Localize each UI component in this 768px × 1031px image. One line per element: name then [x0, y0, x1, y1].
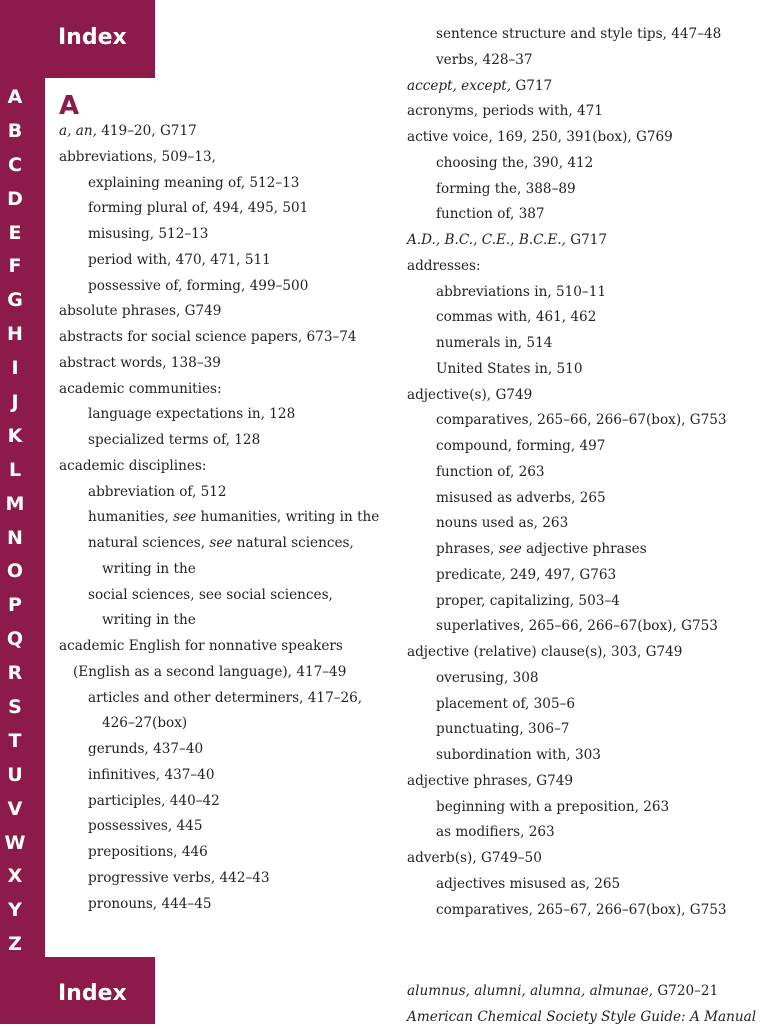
alphabet-letter-f[interactable]: F — [8, 255, 22, 278]
alphabet-letter-x[interactable]: X — [7, 865, 23, 888]
index-entry — [59, 480, 394, 506]
alphabet-letter-m[interactable]: M — [5, 492, 25, 515]
alphabet-letter-j[interactable]: J — [11, 391, 19, 414]
index-entry — [59, 196, 394, 222]
index-entry — [59, 763, 394, 789]
alphabet-letter-b[interactable]: B — [7, 119, 23, 142]
index-text: forming plural of, 494, 495, 501 — [88, 200, 309, 217]
see-reference: see — [173, 509, 197, 526]
index-entry — [59, 660, 394, 686]
index-entry — [407, 408, 752, 434]
index-entry — [59, 351, 394, 377]
index-text: 419–20, G717 — [96, 123, 197, 139]
index-entry — [407, 563, 752, 589]
index-entry — [59, 299, 394, 325]
index-text: abbreviations, 509–13, — [59, 148, 216, 165]
index-text: specialized terms of, 128 — [88, 432, 261, 448]
index-entry — [59, 145, 394, 171]
index-column-bottom — [407, 979, 757, 1031]
index-text: adjective phrases, G749 — [407, 772, 574, 789]
index-entry — [407, 22, 752, 48]
index-text: adjective phrases — [521, 541, 647, 557]
index-entry — [59, 428, 394, 454]
index-term: American Chemical Society Style Guide: A Manual — [407, 1008, 757, 1025]
index-entry — [59, 505, 394, 531]
index-entry — [407, 666, 752, 692]
alphabet-letter-y[interactable]: Y — [8, 899, 22, 922]
index-entry — [407, 383, 752, 409]
index-text: gerunds, 437–40 — [88, 741, 204, 757]
index-entry — [59, 119, 394, 145]
see-reference: see — [498, 541, 522, 557]
index-entry — [407, 846, 752, 872]
index-text: choosing the, 390, 412 — [436, 154, 594, 171]
index-entry — [59, 171, 394, 197]
alphabet-letter-v[interactable]: V — [7, 797, 23, 820]
index-text: infinitives, 437–40 — [88, 766, 215, 783]
alphabet-letter-t[interactable]: T — [8, 729, 22, 752]
index-entry — [407, 820, 752, 846]
index-entry — [407, 280, 752, 306]
index-entry — [407, 151, 752, 177]
index-text: function of, 263 — [436, 463, 545, 480]
index-entry — [407, 511, 752, 537]
alphabet-letter-r[interactable]: R — [7, 662, 23, 685]
index-entry — [59, 737, 394, 763]
index-entry — [407, 202, 752, 228]
index-entry — [59, 866, 394, 892]
index-text: abbreviation of, 512 — [88, 483, 227, 500]
index-entry — [407, 589, 752, 615]
index-entry — [59, 711, 394, 737]
index-entry — [407, 898, 752, 924]
index-entry — [407, 614, 752, 640]
index-text: 426–27(box) — [102, 715, 188, 732]
index-text: writing in the — [102, 612, 196, 629]
index-entry — [407, 872, 752, 898]
index-entry — [59, 814, 394, 840]
index-entry — [407, 125, 752, 151]
alphabet-letter-e[interactable]: E — [8, 221, 22, 244]
index-text: active voice, 169, 250, 391(box), G769 — [407, 129, 673, 145]
index-text: progressive verbs, 442–43 — [88, 869, 270, 886]
index-entry — [407, 74, 752, 100]
index-entry — [59, 583, 394, 609]
index-text: (English as a second language), 417–49 — [73, 663, 347, 680]
index-term: a, an, — [59, 123, 97, 139]
index-entry — [407, 769, 752, 795]
index-entry — [59, 634, 394, 660]
index-text: abstract words, 138–39 — [59, 354, 221, 371]
index-entry — [407, 48, 752, 74]
alphabet-letter-z[interactable]: Z — [8, 933, 22, 956]
index-text: as modifiers, 263 — [436, 824, 555, 841]
index-text: misused as adverbs, 265 — [436, 489, 606, 506]
alphabet-letter-h[interactable]: H — [7, 323, 23, 346]
index-text: social sciences, see social sciences, — [88, 586, 333, 603]
index-text: absolute phrases, G749 — [59, 303, 222, 320]
index-text: language expectations in, 128 — [88, 406, 296, 423]
alphabet-letter-u[interactable]: U — [7, 763, 23, 786]
index-entry — [59, 402, 394, 428]
index-text: United States in, 510 — [436, 360, 583, 377]
index-text: possessive of, forming, 499–500 — [88, 277, 309, 294]
index-text: addresses: — [407, 257, 481, 274]
index-entry — [407, 305, 752, 331]
index-text: adjective(s), G749 — [407, 386, 533, 403]
alphabet-letter-k[interactable]: K — [7, 424, 23, 447]
index-entry — [407, 460, 752, 486]
index-entry — [407, 177, 752, 203]
index-text: G717 — [565, 232, 608, 248]
index-text: punctuating, 306–7 — [436, 721, 570, 738]
alphabet-letter-q[interactable]: Q — [6, 628, 24, 651]
index-entry — [407, 537, 752, 563]
index-text: beginning with a preposition, 263 — [436, 798, 670, 815]
index-entry — [59, 531, 394, 557]
index-entry — [407, 99, 752, 125]
index-entry — [407, 357, 752, 383]
index-text: natural sciences, — [88, 535, 210, 551]
index-text: numerals in, 514 — [436, 335, 553, 351]
index-header-title: Index — [58, 25, 127, 50]
index-text: predicate, 249, 497, G763 — [436, 566, 617, 583]
index-text: academic communities: — [59, 380, 222, 397]
index-text: humanities, writing in the — [196, 509, 380, 526]
index-term: alumnus, alumni, alumna, almunae, — [407, 983, 653, 999]
index-entry — [59, 274, 394, 300]
index-text: possessives, 445 — [88, 818, 203, 835]
alphabet-letter-s[interactable]: S — [8, 696, 22, 719]
alphabet-letter-w[interactable]: W — [4, 831, 26, 854]
index-text: superlatives, 265–66, 266–67(box), G753 — [436, 618, 718, 635]
index-text: acronyms, periods with, 471 — [407, 103, 603, 120]
index-text: verbs, 428–37 — [436, 51, 533, 68]
index-text: overusing, 308 — [436, 669, 539, 686]
index-entry — [59, 608, 394, 634]
index-text: abbreviations in, 510–11 — [436, 283, 607, 300]
index-text: writing in the — [102, 560, 196, 577]
index-entry — [59, 892, 394, 918]
index-entry — [407, 228, 752, 254]
index-entry — [407, 434, 752, 460]
index-entry — [59, 377, 394, 403]
alphabet-letter-g[interactable]: G — [7, 289, 23, 312]
index-text: humanities, — [88, 509, 174, 526]
index-entry — [407, 254, 752, 280]
index-term: accept, except, — [407, 77, 512, 94]
index-text: phrases, — [436, 541, 499, 557]
index-text: G717 — [511, 77, 553, 94]
index-entry — [59, 840, 394, 866]
alphabet-letter-o[interactable]: O — [6, 560, 24, 583]
index-entry — [59, 325, 394, 351]
index-text: sentence structure and style tips, 447–48 — [436, 26, 722, 42]
index-entry — [407, 717, 752, 743]
index-text: nouns used as, 263 — [436, 515, 569, 532]
index-entry — [407, 795, 752, 821]
index-text: comparatives, 265–66, 266–67(box), G753 — [436, 412, 727, 429]
index-footer-title: Index — [58, 981, 127, 1006]
index-text: G720–21 — [653, 983, 719, 999]
index-text: participles, 440–42 — [88, 792, 220, 809]
index-text: articles and other determiners, 417–26, — [88, 689, 363, 706]
index-text: adjective (relative) clause(s), 303, G749 — [407, 644, 683, 660]
index-text: natural sciences, — [232, 535, 354, 551]
section-letter: A — [59, 91, 80, 121]
index-column-right — [407, 22, 752, 923]
index-header-tab — [0, 0, 155, 78]
index-term: A.D., B.C., C.E., B.C.E., — [407, 232, 566, 248]
index-entry — [59, 686, 394, 712]
index-entry — [407, 640, 752, 666]
index-text: commas with, 461, 462 — [436, 309, 597, 326]
index-text: prepositions, 446 — [88, 844, 208, 860]
alphabet-letter-d[interactable]: D — [7, 187, 23, 210]
index-text: adverb(s), G749–50 — [407, 850, 542, 866]
index-entry — [407, 331, 752, 357]
index-text: function of, 387 — [436, 206, 545, 223]
alphabet-letter-l[interactable]: L — [8, 458, 22, 481]
alphabet-letter-i[interactable]: I — [11, 357, 19, 380]
index-text: misusing, 512–13 — [88, 226, 209, 242]
index-footer-tab — [0, 957, 155, 1024]
index-entry — [59, 454, 394, 480]
index-column-left — [59, 98, 394, 917]
index-text: academic disciplines: — [59, 457, 207, 474]
index-entry — [407, 979, 752, 1005]
index-text: abstracts for social science papers, 673–74 — [59, 329, 357, 345]
alphabet-letter-n[interactable]: N — [7, 526, 23, 549]
index-text: academic English for nonnative speakers — [59, 638, 343, 654]
index-text: proper, capitalizing, 503–4 — [436, 592, 620, 609]
index-text: forming the, 388–89 — [436, 180, 576, 197]
index-text: subordination with, 303 — [436, 747, 601, 763]
index-entry — [407, 1005, 757, 1031]
index-text: compound, forming, 497 — [436, 438, 606, 454]
alphabet-nav — [0, 81, 30, 962]
index-entry — [407, 486, 752, 512]
index-entry — [59, 789, 394, 815]
index-entry — [59, 557, 394, 583]
index-text: placement of, 305–6 — [436, 695, 576, 712]
index-text: period with, 470, 471, 511 — [88, 251, 271, 268]
index-entry — [407, 692, 752, 718]
index-text: explaining meaning of, 512–13 — [88, 174, 300, 191]
alphabet-letter-c[interactable]: C — [8, 153, 22, 176]
index-text: adjectives misused as, 265 — [436, 875, 621, 892]
see-reference: see — [209, 535, 233, 551]
alphabet-letter-a[interactable]: A — [7, 86, 23, 108]
index-entry — [59, 222, 394, 248]
alphabet-letter-p[interactable]: P — [8, 594, 22, 617]
index-entry — [59, 248, 394, 274]
index-entry — [407, 743, 752, 769]
index-text: comparatives, 265–67, 266–67(box), G753 — [436, 901, 727, 918]
index-text: pronouns, 444–45 — [88, 895, 212, 912]
